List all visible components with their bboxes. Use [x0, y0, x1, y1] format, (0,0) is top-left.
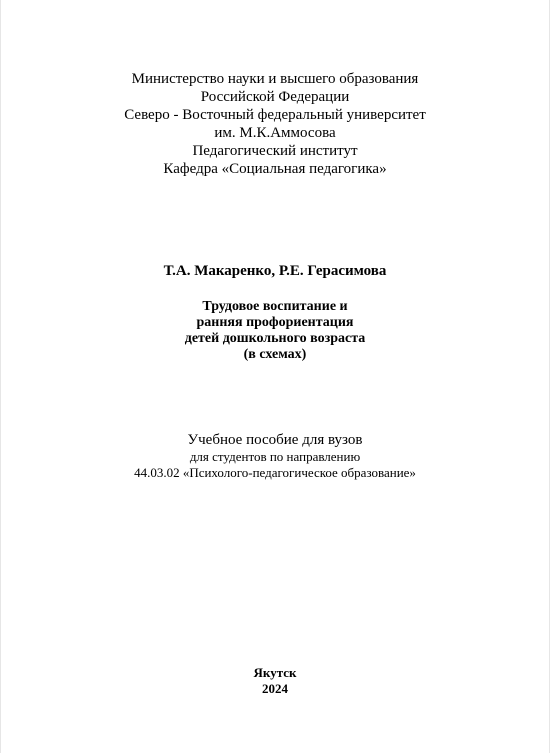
- program-line: 44.03.02 «Психолого-педагогическое образование»: [134, 465, 416, 480]
- title-line-2: ранняя профориентация: [196, 315, 354, 330]
- ministry-line: Министерство науки и высшего образования: [131, 71, 419, 87]
- publication-type: [1, 431, 549, 481]
- country-line: Российской Федерации: [200, 89, 350, 105]
- title-line-3: детей дошкольного возраста: [184, 331, 366, 346]
- university-name-line: им. М.К.Аммосова: [214, 125, 336, 141]
- document-title: [1, 299, 549, 363]
- authors: [1, 262, 549, 280]
- imprint: [1, 665, 549, 697]
- institute-line: Педагогический институт: [192, 143, 358, 159]
- title-line-1: Трудовое воспитание и: [202, 299, 348, 314]
- city-line: Якутск: [253, 665, 297, 680]
- authors-line: Т.А. Макаренко, Р.Е. Герасимова: [163, 263, 387, 279]
- title-line-4: (в схемах): [243, 347, 307, 362]
- institution-header: [1, 70, 549, 178]
- year-line: 2024: [262, 681, 288, 696]
- publication-type-line: Учебное пособие для вузов: [187, 432, 363, 448]
- university-line: Северо - Восточный федеральный университет: [124, 107, 426, 123]
- audience-line: для студентов по направлению: [189, 449, 361, 464]
- department-line: Кафедра «Социальная педагогика»: [163, 161, 387, 177]
